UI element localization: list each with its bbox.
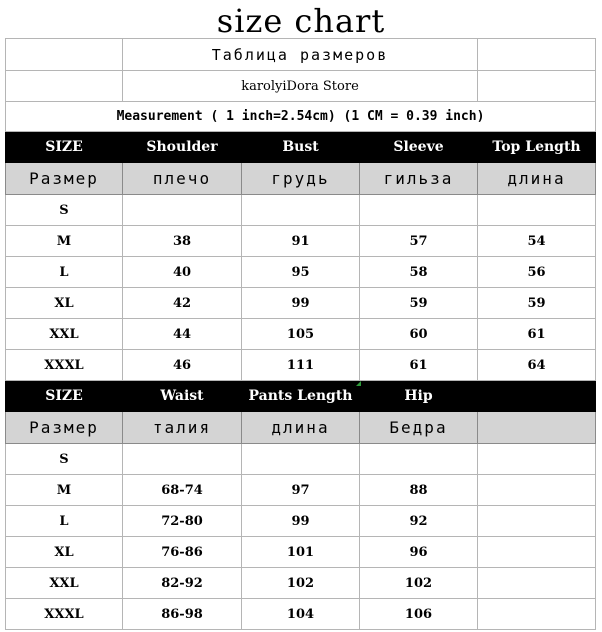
- size-cell: XXL: [6, 319, 123, 350]
- bust-cell: [242, 195, 360, 226]
- size-cell: XXXL: [6, 350, 123, 381]
- subheader-size: Размер: [6, 163, 123, 195]
- shoulder-cell: 40: [123, 257, 242, 288]
- subheader-shoulder: плечо: [123, 163, 242, 195]
- bottom-subheader-row: [6, 412, 596, 444]
- waist-cell: 68-74: [123, 475, 242, 506]
- size-cell: M: [6, 475, 123, 506]
- subheader-top-length: длина: [478, 163, 596, 195]
- waist-cell: [123, 444, 242, 475]
- top-length-cell: 56: [478, 257, 596, 288]
- bust-cell: 105: [242, 319, 360, 350]
- empty-cell: [478, 475, 596, 506]
- top-length-cell: 64: [478, 350, 596, 381]
- header-pants-length: Pants Length: [242, 381, 360, 412]
- shoulder-cell: 46: [123, 350, 242, 381]
- shoulder-cell: 38: [123, 226, 242, 257]
- header-sleeve: Sleeve: [360, 132, 478, 163]
- waist-cell: 76-86: [123, 537, 242, 568]
- size-cell: M: [6, 226, 123, 257]
- hip-cell: 88: [360, 475, 478, 506]
- table-row: [6, 475, 596, 506]
- chart-title: size chart: [216, 2, 386, 40]
- sleeve-cell: 61: [360, 350, 478, 381]
- hip-cell: 102: [360, 568, 478, 599]
- blank-cell: [6, 71, 123, 102]
- top-length-cell: 61: [478, 319, 596, 350]
- bust-cell: 91: [242, 226, 360, 257]
- size-chart-table: [5, 38, 596, 630]
- empty-cell: [478, 444, 596, 475]
- header-bust: Bust: [242, 132, 360, 163]
- bust-cell: 111: [242, 350, 360, 381]
- size-cell: XXL: [6, 568, 123, 599]
- pants-length-cell: 101: [242, 537, 360, 568]
- table-row: [6, 568, 596, 599]
- pants-length-cell: 97: [242, 475, 360, 506]
- store-name: karolyiDora Store: [123, 71, 478, 102]
- size-cell: L: [6, 257, 123, 288]
- sleeve-cell: 58: [360, 257, 478, 288]
- subheader-waist: талия: [123, 412, 242, 444]
- hip-cell: 92: [360, 506, 478, 537]
- subheader-bust: грудь: [242, 163, 360, 195]
- header-waist: Waist: [123, 381, 242, 412]
- hip-cell: 106: [360, 599, 478, 630]
- size-cell: XXXL: [6, 599, 123, 630]
- table-row: [6, 599, 596, 630]
- blank-cell: [478, 71, 596, 102]
- size-cell: S: [6, 195, 123, 226]
- header-size: SIZE: [6, 132, 123, 163]
- empty-cell: [478, 599, 596, 630]
- bottom-header-row: [6, 381, 596, 412]
- subheader-pants-length: длина: [242, 412, 360, 444]
- sleeve-cell: 60: [360, 319, 478, 350]
- table-row: [6, 226, 596, 257]
- bust-cell: 95: [242, 257, 360, 288]
- measurement-row: [6, 102, 596, 132]
- table-row: [6, 257, 596, 288]
- pants-length-cell: 104: [242, 599, 360, 630]
- top-header-row: [6, 132, 596, 163]
- table-title: Таблица размеров: [123, 39, 478, 71]
- sleeve-cell: [360, 195, 478, 226]
- hip-cell: [360, 444, 478, 475]
- pants-length-cell: [242, 444, 360, 475]
- empty-cell: [478, 506, 596, 537]
- size-cell: XL: [6, 537, 123, 568]
- blank-cell: [478, 39, 596, 71]
- table-title-row: [6, 39, 596, 71]
- table-row: [6, 537, 596, 568]
- waist-cell: 72-80: [123, 506, 242, 537]
- hip-cell: 96: [360, 537, 478, 568]
- sleeve-cell: 59: [360, 288, 478, 319]
- measurement-note: Measurement ( 1 inch=2.54cm) (1 CM = 0.39 inch): [6, 102, 596, 132]
- subheader-size: Размер: [6, 412, 123, 444]
- table-row: [6, 319, 596, 350]
- header-size: SIZE: [6, 381, 123, 412]
- top-length-cell: 54: [478, 226, 596, 257]
- subheader-empty: [478, 412, 596, 444]
- empty-cell: [478, 537, 596, 568]
- header-top-length: Top Length: [478, 132, 596, 163]
- size-cell: XL: [6, 288, 123, 319]
- bust-cell: 99: [242, 288, 360, 319]
- subheader-sleeve: гильза: [360, 163, 478, 195]
- shoulder-cell: 42: [123, 288, 242, 319]
- sleeve-cell: 57: [360, 226, 478, 257]
- table-row: [6, 195, 596, 226]
- size-cell: L: [6, 506, 123, 537]
- shoulder-cell: 44: [123, 319, 242, 350]
- table-row: [6, 506, 596, 537]
- shoulder-cell: [123, 195, 242, 226]
- size-cell: S: [6, 444, 123, 475]
- header-empty: [478, 381, 596, 412]
- header-hip: Hip: [360, 381, 478, 412]
- top-length-cell: 59: [478, 288, 596, 319]
- cell-comment-marker: [356, 381, 361, 386]
- blank-cell: [6, 39, 123, 71]
- waist-cell: 86-98: [123, 599, 242, 630]
- table-row: [6, 350, 596, 381]
- pants-length-cell: 102: [242, 568, 360, 599]
- subheader-hip: Бедра: [360, 412, 478, 444]
- header-shoulder: Shoulder: [123, 132, 242, 163]
- store-row: [6, 71, 596, 102]
- table-row: [6, 288, 596, 319]
- waist-cell: 82-92: [123, 568, 242, 599]
- empty-cell: [478, 568, 596, 599]
- pants-length-cell: 99: [242, 506, 360, 537]
- top-subheader-row: [6, 163, 596, 195]
- table-row: [6, 444, 596, 475]
- top-length-cell: [478, 195, 596, 226]
